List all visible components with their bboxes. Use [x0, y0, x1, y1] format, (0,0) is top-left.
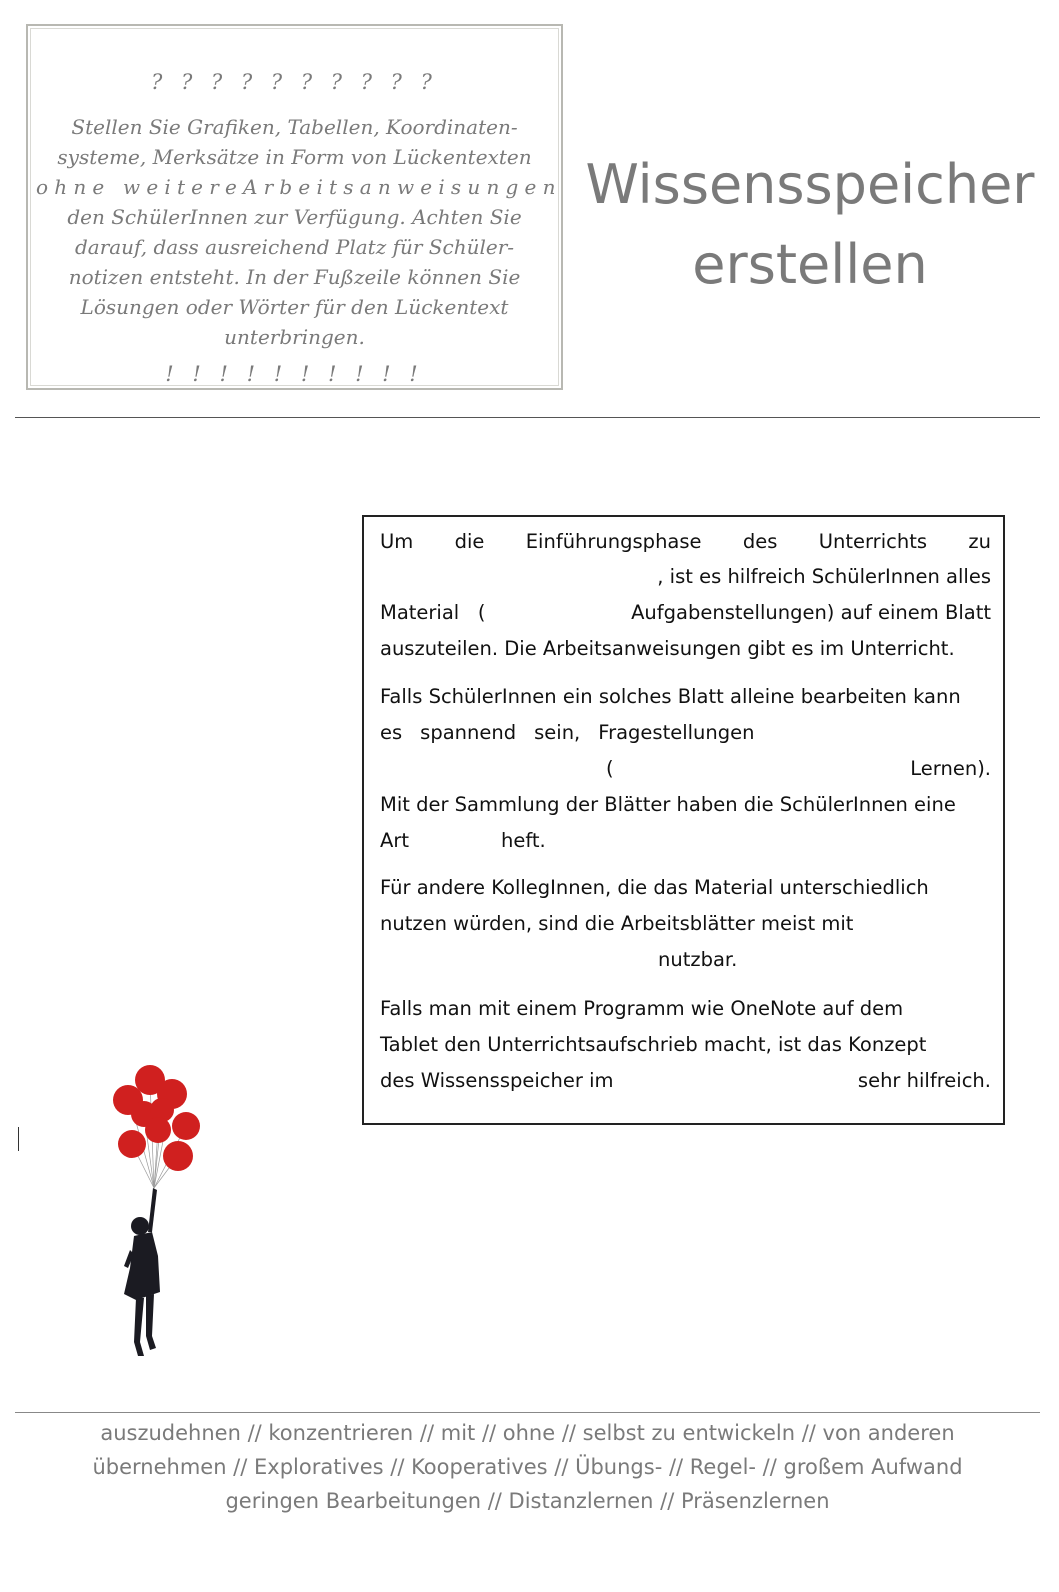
footer-divider	[15, 1412, 1040, 1413]
text-line: nutzen würden, sind die Arbeitsblätter meist mit	[380, 912, 854, 935]
word-bank-line: auszudehnen // konzentrieren // mit // ohne // selbst zu entwickeln // von anderen	[100, 1421, 955, 1445]
text-line	[380, 715, 991, 751]
text-line: Falls man mit einem Programm wie OneNote auf dem	[380, 997, 904, 1020]
word: des	[742, 530, 778, 553]
instruction-box	[26, 24, 563, 390]
word: die	[454, 530, 485, 553]
word: Aufgabenstellungen) auf einem Blatt	[631, 601, 991, 624]
word: Einführungsphase	[525, 530, 702, 553]
question-marks: ? ? ? ? ? ? ? ? ? ?	[151, 70, 438, 94]
instruction-line: darauf, dass ausreichend Platz für Schüler-	[74, 235, 515, 259]
page-title	[570, 145, 1050, 305]
word: spannend	[420, 721, 517, 744]
word: Unterrichts	[818, 530, 928, 553]
exclamation-marks: ! ! ! ! ! ! ! ! ! !	[165, 362, 424, 386]
word: zu	[968, 530, 991, 553]
instruction-line: ohne weitereArbeitsanweisungen	[36, 175, 562, 199]
title-line-2: erstellen	[692, 233, 928, 296]
text-cursor	[18, 1127, 19, 1151]
header-divider	[15, 417, 1040, 418]
instruction-line: Stellen Sie Grafiken, Tabellen, Koordinaten-	[71, 115, 518, 139]
instruction-text	[36, 112, 562, 352]
word: des Wissensspeicher im	[380, 1069, 614, 1092]
text-line: , ist es hilfreich SchülerInnen alles	[657, 565, 991, 588]
text-line	[380, 823, 991, 859]
word: heft.	[501, 829, 546, 852]
word: Art	[380, 829, 410, 852]
instruction-line: den SchülerInnen zur Verfügung. Achten Sie	[67, 205, 522, 229]
text-line: Mit der Sammlung der Blätter haben die SchülerInnen eine	[380, 793, 956, 816]
word: (	[606, 757, 614, 780]
text-line	[380, 524, 991, 560]
cloze-text-box	[362, 515, 1005, 1125]
word: Lernen).	[910, 757, 991, 780]
instruction-line: Lösungen oder Wörter für den Lückentext	[80, 295, 509, 319]
word: Material (	[380, 601, 486, 624]
word-bank-line: geringen Bearbeitungen // Distanzlernen // Präsenzlernen	[225, 1489, 830, 1513]
word: es	[380, 721, 403, 744]
word-bank-line: übernehmen // Exploratives // Kooperatives // Übungs- // Regel- // großem Aufwand	[92, 1455, 963, 1479]
text-line	[380, 595, 991, 631]
word: sein,	[534, 721, 581, 744]
text-line: auszuteilen. Die Arbeitsanweisungen gibt es im Unterricht.	[380, 637, 955, 660]
instruction-line: notizen entsteht. In der Fußzeile können Sie	[68, 265, 521, 289]
word: sehr hilfreich.	[857, 1069, 991, 1092]
word: Um	[380, 530, 414, 553]
word: nutzbar.	[658, 948, 738, 971]
text-line	[380, 751, 991, 787]
title-line-1: Wissensspeicher	[585, 153, 1035, 216]
word: Fragestellungen	[598, 721, 755, 744]
text-line	[380, 1063, 991, 1099]
text-line: Tablet den Unterrichtsaufschrieb macht, ist das Konzept	[380, 1033, 927, 1056]
word-bank	[15, 1416, 1040, 1518]
instruction-line: unterbringen.	[224, 325, 365, 349]
girl-with-balloons-icon	[100, 1060, 210, 1360]
text-line	[380, 942, 991, 978]
instruction-line: systeme, Merksätze in Form von Lückentexten	[57, 145, 532, 169]
text-line: Für andere KollegInnen, die das Material unterschiedlich	[380, 876, 929, 899]
text-line: Falls SchülerInnen ein solches Blatt alleine bearbeiten kann	[380, 685, 961, 708]
